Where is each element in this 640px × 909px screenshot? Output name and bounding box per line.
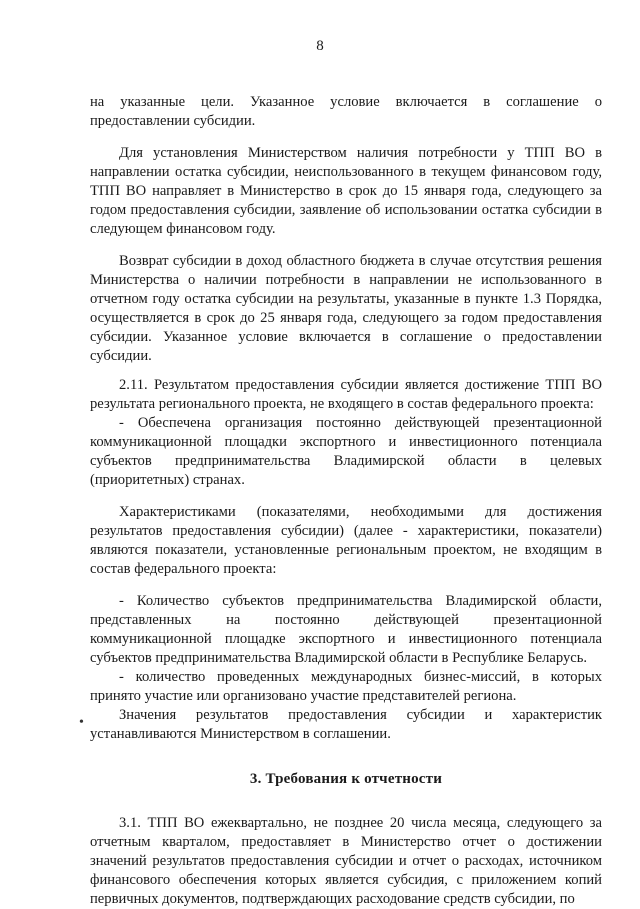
paragraph-remaining-balance: Для установления Министерством наличия потребности у ТПП ВО в направлении остатка субсидии, неиспользованного в текущем финансовом году, ТПП ВО направляет в Министерство в срок до 15 января года, следующего за годом предоставления субсидии, заявление об использовании остатка субсидии в следующем финансовом году. <box>90 145 602 237</box>
paragraph-3-1-reporting: 3.1. ТПП ВО ежеквартально, не позднее 20 числа месяца, следующего за отчетным кварталом, предоставляет в Министерство отчет о достижении значений результатов предоставления субсидии и отчет о расходах, источником финансового обеспечения которых является субсидия, с приложением копий первичных документов, подтверждающих расходование средств субсидии, по <box>90 815 602 907</box>
margin-mark: • <box>79 715 84 730</box>
paragraph-characteristics: Характеристиками (показателями, необходимыми для достижения результатов предоставления субсидии) (далее - характеристики, показатели) являются показатели, установленные региональным проектом, не входящим в состав федерального проекта: <box>90 504 602 577</box>
page-number: 8 <box>316 38 324 54</box>
section-heading: 3. Требования к отчетности <box>249 771 443 787</box>
paragraph-result-item: - Обеспечена организация постоянно действующей презентационной коммуникационной площадки экспортного и инвестиционного потенциала субъектов предпринимательства Владимирской области в целевых (приоритетных) странах. <box>90 415 602 488</box>
paragraph-indicator-2: - количество проведенных международных бизнес-миссий, в которых принято участие или организовано участие представителей региона. <box>90 669 602 704</box>
document-body <box>90 93 602 909</box>
paragraph-continuation: на указанные цели. Указанное условие включается в соглашение о предоставлении субсидии. <box>90 94 602 129</box>
paragraph-values: Значения результатов предоставления субсидии и характеристик устанавливаются Министерством в соглашении. <box>90 707 602 742</box>
paragraph-indicator-1: - Количество субъектов предпринимательства Владимирской области, представленных на постоянно действующей презентационной коммуникационной площадке экспортного и инвестиционного потенциала субъектов предпринимательства Владимирской области в Республике Беларусь. <box>90 593 602 666</box>
paragraph-2-11-result: 2.11. Результатом предоставления субсидии является достижение ТПП ВО результата регионального проекта, не входящего в состав федерального проекта: <box>90 377 602 412</box>
paragraph-subsidy-return: Возврат субсидии в доход областного бюджета в случае отсутствия решения Министерства о наличии потребности в направлении не использованного в отчетном году остатка субсидии на результаты, указанные в пункте 1.3 Порядка, осуществляется в срок до 25 января года, следующего за годом предоставления субсидии. Указанное условие включается в соглашение о предоставлении субсидии. <box>90 253 602 364</box>
